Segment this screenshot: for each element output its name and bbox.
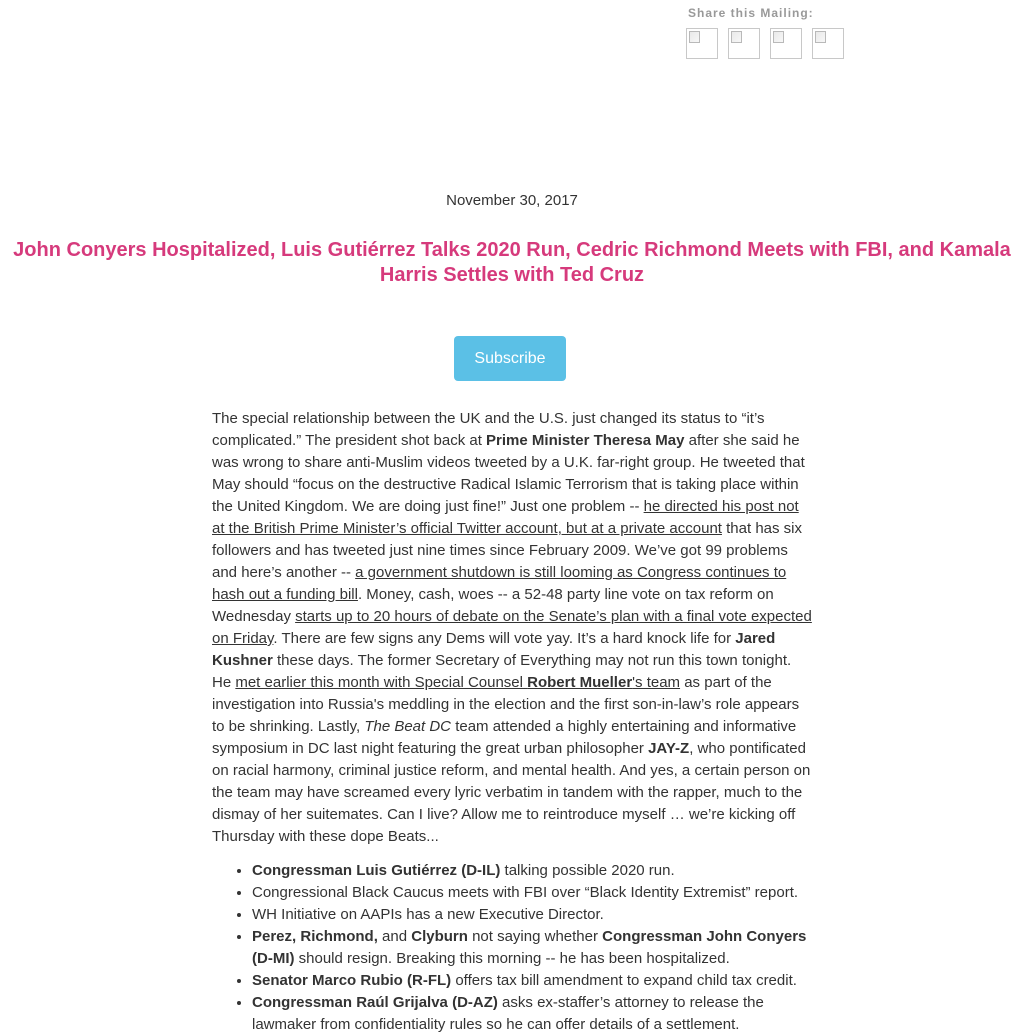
intro-text: . There are few signs any Dems will vote yay. It’s a hard knock life for xyxy=(273,630,736,647)
intro-text: The special relationship between the UK and the U.S. just changed its status to “it’s complicated.” The president shot back at xyxy=(212,410,765,449)
mueller-link-text: 's team xyxy=(632,674,681,691)
facebook-icon[interactable] xyxy=(686,28,718,59)
beat-bold: Congressman John Conyers (D-MI) xyxy=(252,928,807,967)
list-item xyxy=(252,926,812,970)
list-item xyxy=(252,992,812,1036)
beats-list xyxy=(212,860,812,1036)
linkedin-icon[interactable] xyxy=(770,28,802,59)
beat-text: should resign. Breaking this morning -- he has been hospitalized. xyxy=(294,950,730,967)
mueller-link-text: met earlier this month with Special Counsel xyxy=(235,674,528,691)
email-icon[interactable] xyxy=(812,28,844,59)
tax-debate-link[interactable]: starts up to 20 hours of debate on the Senate’s plan with a final vote expected on Friday xyxy=(212,608,812,647)
intro-italic: The Beat DC xyxy=(364,718,452,735)
list-item xyxy=(252,904,812,926)
intro-text: that has six followers and has tweeted just nine times since February 2009. We’ve got 99 problems and here’s another -- xyxy=(212,520,803,581)
share-label: Share this Mailing: xyxy=(688,6,814,20)
beat-text: asks ex-staffer’s attorney to release the lawmaker from confidentiality rules so he can offer details of a settlement. xyxy=(252,994,764,1033)
intro-text: after she said he was wrong to share anti-Muslim videos tweeted by a U.K. far-right group. He tweeted that May should “focus on the destructive Radical Islamic Terrorism that is taking place within the United Kingdom. We are doing just fine!” Just one problem -- xyxy=(212,432,805,515)
twitter-icon[interactable] xyxy=(728,28,760,59)
intro-text: . Money, cash, woes -- a 52-48 party line vote on tax reform on Wednesday xyxy=(212,586,774,625)
mueller-link-bold: Robert Mueller xyxy=(527,674,633,691)
beat-text: offers tax bill amendment to expand child tax credit. xyxy=(451,972,797,989)
intro-text: team attended a highly entertaining and informative symposium in DC last night featuring the great urban philosopher xyxy=(212,718,797,757)
share-box xyxy=(686,6,844,59)
intro-text: as part of the investigation into Russia's meddling in the election and the first son-in-law’s role appears to be shrinking. Lastly, xyxy=(212,674,800,735)
share-icons xyxy=(686,28,844,59)
shutdown-link[interactable]: a government shutdown is still looming as Congress continues to hash out a funding bill xyxy=(212,564,787,603)
intro-bold: Jared Kushner xyxy=(212,630,776,669)
list-item xyxy=(252,860,812,882)
intro-text: , who pontificated on racial harmony, criminal justice reform, and mental health. And yes, a certain person on the team may have screamed every lyric verbatim in tandem with the rapper, much to the dismay of her suitemates. Can I live? Allow me to reintroduce myself … we’re kicking off Thursday with these dope Beats... xyxy=(212,740,811,845)
beat-text: WH Initiative on AAPIs has a new Executive Director. xyxy=(252,906,604,923)
twitter-account-link[interactable]: he directed his post not at the British Prime Minister’s official Twitter account, but at a private account xyxy=(212,498,799,537)
beat-text: Congressional Black Caucus meets with FBI over “Black Identity Extremist” report. xyxy=(252,884,799,901)
beat-bold: Senator Marco Rubio (R-FL) xyxy=(252,972,452,989)
mailing-date: November 30, 2017 xyxy=(446,192,578,209)
headline: John Conyers Hospitalized, Luis Gutiérrez Talks 2020 Run, Cedric Richmond Meets with FBI, and Kamala Harris Settles with Ted Cruz xyxy=(13,239,1011,286)
subscribe-button[interactable]: Subscribe xyxy=(454,336,566,381)
beat-text: not saying whether xyxy=(467,928,603,945)
beat-bold: Congressman Luis Gutiérrez (D-IL) xyxy=(252,862,501,879)
mueller-link[interactable] xyxy=(235,674,680,691)
beat-bold: Congressman Raúl Grijalva (D-AZ) xyxy=(252,994,498,1011)
beat-text: talking possible 2020 run. xyxy=(500,862,675,879)
newsletter-body xyxy=(212,408,812,1036)
beat-bold: Clyburn xyxy=(411,928,468,945)
intro-bold: JAY-Z xyxy=(648,740,690,757)
intro-text: these days. The former Secretary of Everything may not run this town tonight. He xyxy=(212,652,792,691)
list-item xyxy=(252,882,812,904)
intro-paragraph xyxy=(212,408,812,848)
intro-bold: Prime Minister Theresa May xyxy=(486,432,685,449)
list-item xyxy=(252,970,812,992)
beat-text: and xyxy=(377,928,412,945)
beat-bold: Perez, Richmond, xyxy=(252,928,378,945)
